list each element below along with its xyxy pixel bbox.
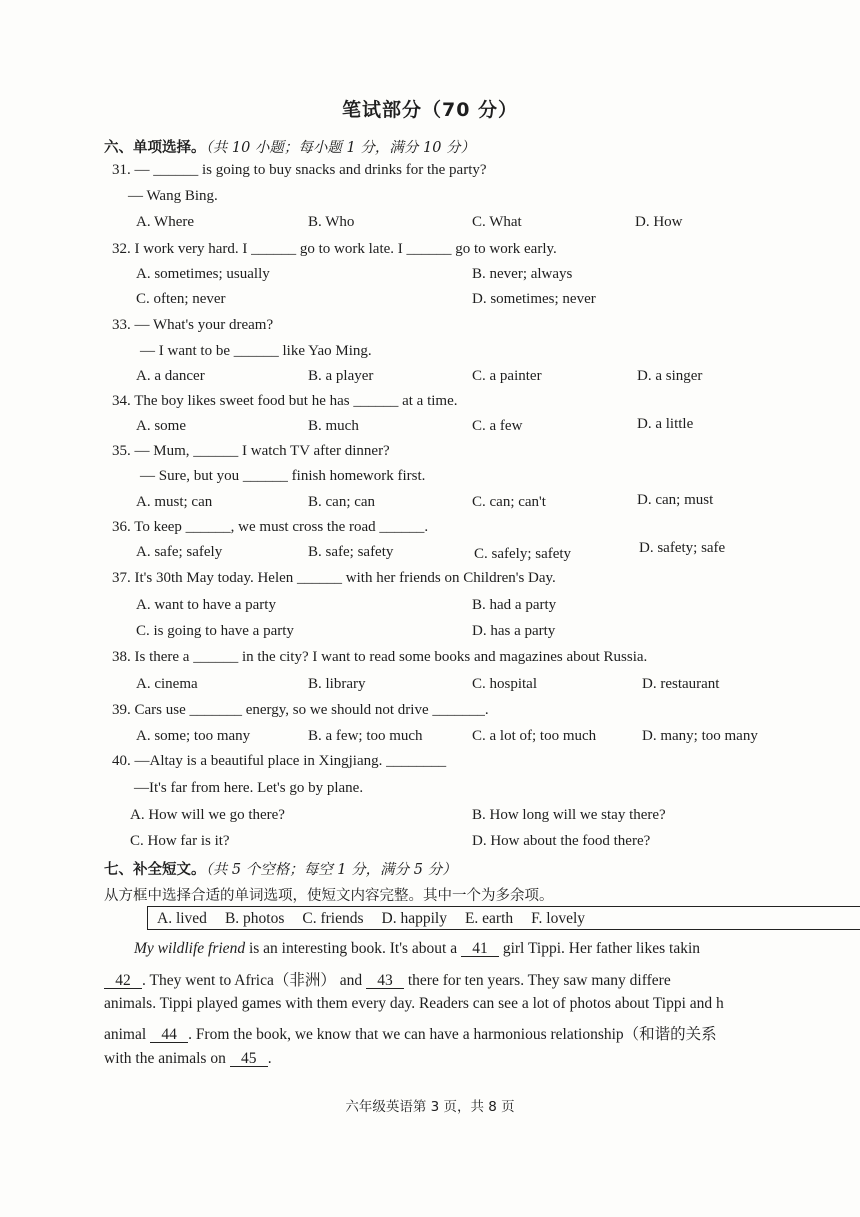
book-title: My wildlife friend — [134, 940, 246, 957]
question-32: 32. I work very hard. I ______ go to work late. I ______ go to work early. — [112, 241, 557, 257]
section-6-title: 六、单项选择。 — [104, 140, 206, 156]
blank-43: 43 — [366, 973, 404, 989]
q38-option-c: C. hospital — [472, 676, 538, 692]
question-40: 40. —Altay is a beautiful place in Xingjiang. ________ — [112, 753, 447, 769]
question-34: 34. The boy likes sweet food but he has ______ at a time. — [112, 393, 458, 409]
q39-option-b: B. a few; too much — [308, 728, 423, 744]
question-33-line2: — I want to be ______ like Yao Ming. — [140, 343, 372, 359]
q38-option-b: B. library — [308, 676, 366, 692]
question-40-line2: —It's far from here. Let's go by plane. — [134, 780, 364, 796]
q38-option-a: A. cinema — [136, 676, 198, 692]
q40-option-c: C. How far is it? — [130, 833, 230, 849]
q37-option-c: C. is going to have a party — [136, 623, 294, 639]
question-35-line2: — Sure, but you ______ finish homework first. — [140, 468, 426, 484]
q32-option-a: A. sometimes; usually — [136, 266, 270, 282]
q36-option-d: D. safety; safe — [639, 540, 726, 556]
section-7-heading — [104, 858, 457, 879]
q31-option-c: C. What — [472, 214, 522, 230]
q33-option-a: A. a dancer — [136, 368, 205, 384]
q40-option-b: B. How long will we stay there? — [472, 807, 666, 823]
passage-line-2: 42 . They went to Africa（非洲） and 43 there for ten years. They saw many differe — [104, 968, 671, 990]
q35-option-c: C. can; can't — [472, 494, 546, 510]
passage-line-3: animals. Tippi played games with them every day. Readers can see a lot of photos about Tippi and h — [104, 995, 724, 1012]
page-footer: 六年级英语第 3 页，共 8 页 — [345, 1099, 515, 1115]
word-option-a: A. lived — [157, 910, 207, 927]
q35-option-b: B. can; can — [308, 494, 376, 510]
section-7-note: （共 5 个空格；每空 1 分，满分 5 分） — [205, 862, 457, 878]
question-39: 39. Cars use _______ energy, so we should not drive _______. — [112, 702, 489, 718]
q39-option-c: C. a lot of; too much — [472, 728, 597, 744]
section-7-title: 七、补全短文。 — [104, 862, 206, 878]
passage-line-1: My wildlife friend is an interesting book. It's about a 41 girl Tippi. Her father likes takin — [134, 940, 701, 957]
page-title: 笔试部分（70 分） — [341, 99, 519, 121]
q31-option-b: B. Who — [308, 214, 355, 230]
q37-option-a: A. want to have a party — [136, 597, 276, 613]
q39-option-d: D. many; too many — [642, 728, 758, 744]
word-option-c: C. friends — [302, 910, 364, 927]
word-bank-box — [147, 906, 860, 930]
passage-line-5: with the animals on 45 . — [104, 1050, 272, 1067]
question-31-line2: — Wang Bing. — [128, 188, 218, 204]
question-33: 33. — What's your dream? — [112, 317, 274, 333]
word-option-e: E. earth — [464, 910, 514, 927]
passage-line-4: animal 44 . From the book, we know that we can have a harmonious relationship（和谐的关系 — [104, 1026, 717, 1043]
blank-41: 41 — [461, 941, 499, 957]
question-36: 36. To keep ______, we must cross the road ______. — [112, 519, 429, 535]
q36-option-c: C. safely; safety — [474, 546, 572, 562]
word-option-f: F. lovely — [531, 910, 586, 927]
q36-option-b: B. safe; safety — [308, 544, 394, 560]
q40-option-a: A. How will we go there? — [130, 807, 285, 823]
q32-option-b: B. never; always — [472, 266, 573, 282]
question-37: 37. It's 30th May today. Helen ______ with her friends on Children's Day. — [112, 570, 556, 586]
q37-option-d: D. has a party — [472, 623, 556, 639]
q34-option-d: D. a little — [637, 416, 694, 432]
q39-option-a: A. some; too many — [136, 728, 251, 744]
q37-option-b: B. had a party — [472, 597, 557, 613]
q33-option-c: C. a painter — [472, 368, 542, 384]
q33-option-d: D. a singer — [637, 368, 703, 384]
blank-45: 45 — [230, 1051, 268, 1067]
q32-option-c: C. often; never — [136, 291, 226, 307]
q34-option-a: A. some — [136, 418, 186, 434]
q33-option-b: B. a player — [308, 368, 374, 384]
q36-option-a: A. safe; safely — [136, 544, 223, 560]
question-38: 38. Is there a ______ in the city? I want to read some books and magazines about Russia. — [112, 649, 648, 665]
section-6-note: （共 10 小题；每小题 1 分，满分 10 分） — [205, 140, 476, 156]
q31-option-d: D. How — [635, 214, 683, 230]
blank-44: 44 — [150, 1027, 188, 1043]
section-6-heading — [104, 136, 475, 157]
q34-option-b: B. much — [308, 418, 359, 434]
word-option-b: B. photos — [224, 910, 285, 927]
question-35: 35. — Mum, ______ I watch TV after dinner? — [112, 443, 390, 459]
q40-option-d: D. How about the food there? — [472, 833, 651, 849]
q35-option-a: A. must; can — [136, 494, 213, 510]
q38-option-d: D. restaurant — [642, 676, 720, 692]
q34-option-c: C. a few — [472, 418, 523, 434]
blank-42: 42 — [104, 973, 142, 989]
q32-option-d: D. sometimes; never — [472, 291, 596, 307]
q31-option-a: A. Where — [136, 214, 195, 230]
q35-option-d: D. can; must — [637, 492, 714, 508]
word-option-d: D. happily — [381, 910, 447, 927]
section-7-instruction: 从方框中选择合适的单词选项，使短文内容完整。其中一个为多余项。 — [104, 888, 554, 904]
question-31: 31. — ______ is going to buy snacks and drinks for the party? — [112, 162, 487, 178]
